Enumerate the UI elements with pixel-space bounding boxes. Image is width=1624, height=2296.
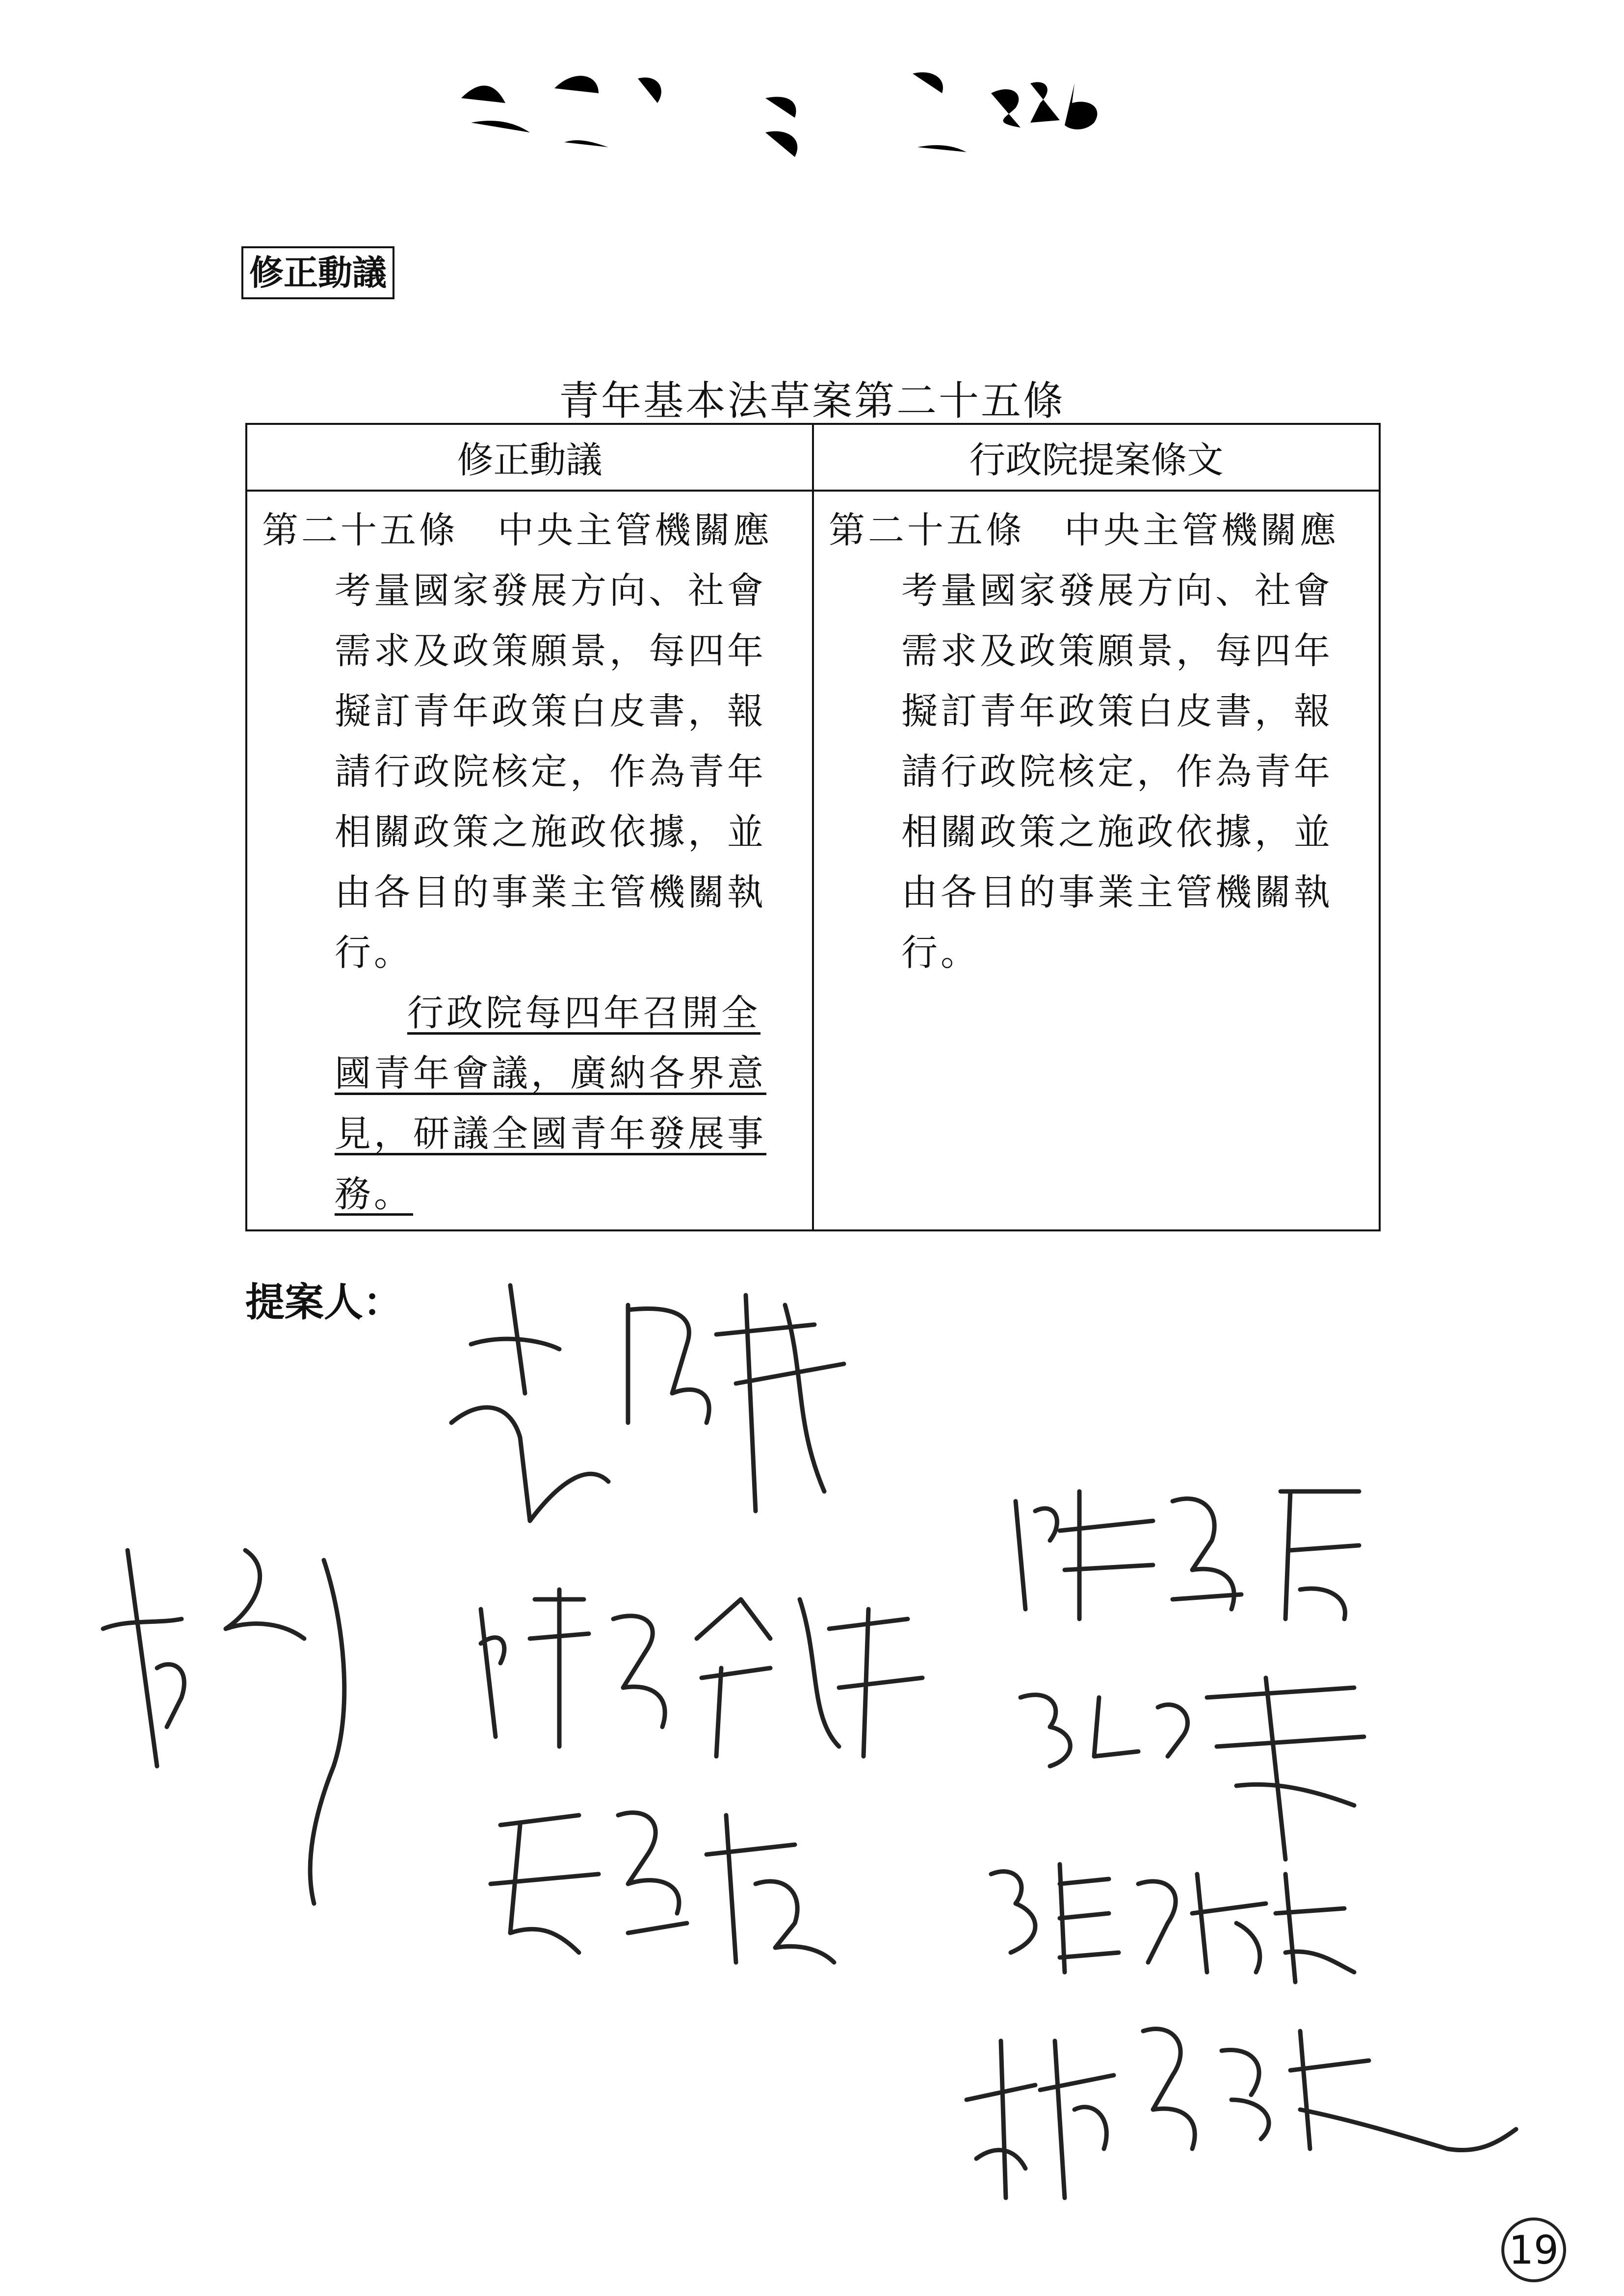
table-header-row [246, 424, 1380, 491]
amendment-article-text: 第二十五條 中央主管機關應考量國家發展方向、社會需求及政策願景，每四年擬訂青年政策白皮書，報請行政院核定，作為青年相關政策之施政依據，並由各目的事業主管機關執行。 [262, 509, 772, 974]
signature-3 [466, 1570, 957, 1776]
executive-article-text: 第二十五條 中央主管機關應考量國家發展方向、社會需求及政策願景，每四年擬訂青年政策白皮書，報請行政院核定，作為青年相關政策之施政依據，並由各目的事業主管機關執行。 [829, 509, 1339, 974]
bill-title: 青年基本法草案第二十五條 [558, 378, 1065, 424]
signature-1 [442, 1276, 908, 1531]
handwritten-header [451, 20, 1138, 167]
amendment-added-paragraph: 行政院每四年召開全國青年會議，廣納各界意見，研議全國青年發展事務。 [335, 992, 766, 1215]
signature-7 [981, 1845, 1374, 1992]
executive-cell [813, 491, 1380, 1230]
signature-2 [98, 1521, 402, 1913]
header-amendment: 修正動議 [246, 424, 813, 491]
comparison-table [245, 423, 1381, 1231]
amendment-cell [246, 491, 813, 1230]
handwritten-header-drawing [451, 20, 1138, 167]
proposer-label: 提案人： [245, 1279, 402, 1325]
signature-5 [1006, 1472, 1398, 1639]
signature-6 [1011, 1658, 1384, 1864]
signature-8 [957, 2002, 1521, 2208]
header-executive: 行政院提案條文 [813, 424, 1380, 491]
page-number: 19 [1501, 2218, 1566, 2282]
table-row [246, 491, 1380, 1230]
signature-4 [481, 1786, 873, 1972]
motion-label: 修正動議 [241, 246, 394, 299]
